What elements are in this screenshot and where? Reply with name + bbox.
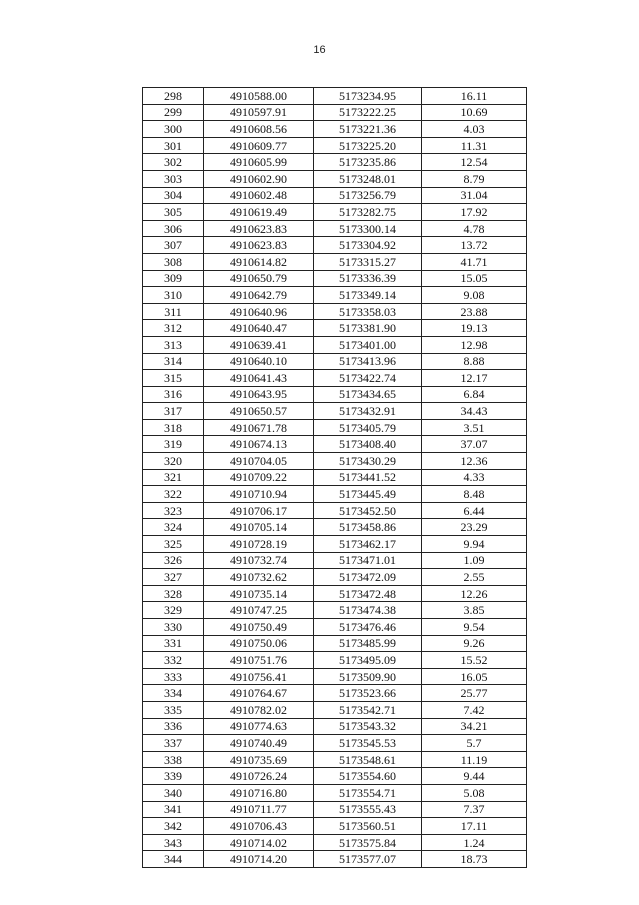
point-number-cell: 333 [143,668,204,685]
y-coordinate-cell: 5173336.39 [314,270,422,287]
point-number-cell: 302 [143,154,204,171]
x-coordinate-cell: 4910728.19 [204,536,314,553]
distance-cell: 3.51 [422,419,527,436]
x-coordinate-cell: 4910750.06 [204,635,314,652]
y-coordinate-cell: 5173542.71 [314,701,422,718]
point-number-cell: 306 [143,220,204,237]
y-coordinate-cell: 5173401.00 [314,336,422,353]
y-coordinate-cell: 5173434.65 [314,386,422,403]
distance-cell: 9.54 [422,619,527,636]
point-number-cell: 307 [143,237,204,254]
x-coordinate-cell: 4910608.56 [204,121,314,138]
table-row [143,718,527,735]
y-coordinate-cell: 5173509.90 [314,668,422,685]
y-coordinate-cell: 5173315.27 [314,253,422,270]
table-row [143,353,527,370]
distance-cell: 17.11 [422,818,527,835]
distance-cell: 31.04 [422,187,527,204]
point-number-cell: 334 [143,685,204,702]
distance-cell: 12.36 [422,453,527,470]
y-coordinate-cell: 5173413.96 [314,353,422,370]
table-row [143,818,527,835]
distance-cell: 9.08 [422,287,527,304]
x-coordinate-cell: 4910650.57 [204,403,314,420]
point-number-cell: 328 [143,585,204,602]
distance-cell: 15.52 [422,652,527,669]
table-row [143,253,527,270]
table-row [143,320,527,337]
x-coordinate-cell: 4910756.41 [204,668,314,685]
y-coordinate-cell: 5173554.71 [314,784,422,801]
x-coordinate-cell: 4910650.79 [204,270,314,287]
table-row [143,469,527,486]
x-coordinate-cell: 4910732.62 [204,569,314,586]
y-coordinate-cell: 5173476.46 [314,619,422,636]
y-coordinate-cell: 5173472.48 [314,585,422,602]
point-number-cell: 342 [143,818,204,835]
distance-cell: 12.54 [422,154,527,171]
x-coordinate-cell: 4910641.43 [204,370,314,387]
x-coordinate-cell: 4910706.43 [204,818,314,835]
coordinates-table-body [143,88,527,868]
point-number-cell: 313 [143,336,204,353]
y-coordinate-cell: 5173462.17 [314,536,422,553]
point-number-cell: 325 [143,536,204,553]
point-number-cell: 331 [143,635,204,652]
distance-cell: 6.44 [422,502,527,519]
y-coordinate-cell: 5173222.25 [314,104,422,121]
x-coordinate-cell: 4910735.14 [204,585,314,602]
y-coordinate-cell: 5173554.60 [314,768,422,785]
table-row [143,602,527,619]
distance-cell: 23.88 [422,303,527,320]
point-number-cell: 326 [143,552,204,569]
table-row [143,701,527,718]
distance-cell: 8.88 [422,353,527,370]
x-coordinate-cell: 4910605.99 [204,154,314,171]
table-row [143,204,527,221]
distance-cell: 8.79 [422,170,527,187]
y-coordinate-cell: 5173225.20 [314,137,422,154]
y-coordinate-cell: 5173430.29 [314,453,422,470]
distance-cell: 23.29 [422,519,527,536]
x-coordinate-cell: 4910642.79 [204,287,314,304]
table-row [143,851,527,868]
table-row [143,552,527,569]
y-coordinate-cell: 5173441.52 [314,469,422,486]
point-number-cell: 332 [143,652,204,669]
x-coordinate-cell: 4910750.49 [204,619,314,636]
x-coordinate-cell: 4910614.82 [204,253,314,270]
y-coordinate-cell: 5173577.07 [314,851,422,868]
point-number-cell: 323 [143,502,204,519]
distance-cell: 37.07 [422,436,527,453]
point-number-cell: 299 [143,104,204,121]
table-row [143,88,527,105]
distance-cell: 4.33 [422,469,527,486]
point-number-cell: 344 [143,851,204,868]
x-coordinate-cell: 4910619.49 [204,204,314,221]
y-coordinate-cell: 5173304.92 [314,237,422,254]
distance-cell: 12.17 [422,370,527,387]
table-row [143,287,527,304]
table-row [143,154,527,171]
y-coordinate-cell: 5173485.99 [314,635,422,652]
table-row [143,403,527,420]
table-row [143,436,527,453]
table-row [143,768,527,785]
x-coordinate-cell: 4910597.91 [204,104,314,121]
distance-cell: 12.26 [422,585,527,602]
distance-cell: 15.05 [422,270,527,287]
x-coordinate-cell: 4910643.95 [204,386,314,403]
point-number-cell: 309 [143,270,204,287]
distance-cell: 3.85 [422,602,527,619]
distance-cell: 4.78 [422,220,527,237]
x-coordinate-cell: 4910704.05 [204,453,314,470]
distance-cell: 9.94 [422,536,527,553]
x-coordinate-cell: 4910764.67 [204,685,314,702]
table-row [143,453,527,470]
point-number-cell: 315 [143,370,204,387]
y-coordinate-cell: 5173543.32 [314,718,422,735]
point-number-cell: 339 [143,768,204,785]
y-coordinate-cell: 5173445.49 [314,486,422,503]
table-row [143,652,527,669]
x-coordinate-cell: 4910751.76 [204,652,314,669]
point-number-cell: 314 [143,353,204,370]
y-coordinate-cell: 5173300.14 [314,220,422,237]
y-coordinate-cell: 5173221.36 [314,121,422,138]
y-coordinate-cell: 5173422.74 [314,370,422,387]
point-number-cell: 308 [143,253,204,270]
x-coordinate-cell: 4910639.41 [204,336,314,353]
point-number-cell: 340 [143,784,204,801]
point-number-cell: 316 [143,386,204,403]
x-coordinate-cell: 4910588.00 [204,88,314,105]
y-coordinate-cell: 5173256.79 [314,187,422,204]
x-coordinate-cell: 4910706.17 [204,502,314,519]
table-row [143,220,527,237]
point-number-cell: 305 [143,204,204,221]
table-row [143,104,527,121]
x-coordinate-cell: 4910710.94 [204,486,314,503]
y-coordinate-cell: 5173381.90 [314,320,422,337]
point-number-cell: 301 [143,137,204,154]
x-coordinate-cell: 4910774.63 [204,718,314,735]
table-row [143,834,527,851]
y-coordinate-cell: 5173408.40 [314,436,422,453]
point-number-cell: 335 [143,701,204,718]
table-row [143,336,527,353]
distance-cell: 16.11 [422,88,527,105]
y-coordinate-cell: 5173405.79 [314,419,422,436]
table-row [143,801,527,818]
table-row [143,585,527,602]
x-coordinate-cell: 4910602.48 [204,187,314,204]
y-coordinate-cell: 5173472.09 [314,569,422,586]
table-row [143,735,527,752]
distance-cell: 4.03 [422,121,527,138]
table-row [143,137,527,154]
x-coordinate-cell: 4910732.74 [204,552,314,569]
distance-cell: 5.08 [422,784,527,801]
x-coordinate-cell: 4910711.77 [204,801,314,818]
x-coordinate-cell: 4910674.13 [204,436,314,453]
y-coordinate-cell: 5173545.53 [314,735,422,752]
table-row [143,536,527,553]
table-row [143,619,527,636]
x-coordinate-cell: 4910782.02 [204,701,314,718]
point-number-cell: 320 [143,453,204,470]
table-row [143,569,527,586]
table-row [143,370,527,387]
x-coordinate-cell: 4910740.49 [204,735,314,752]
x-coordinate-cell: 4910714.02 [204,834,314,851]
table-row [143,170,527,187]
point-number-cell: 311 [143,303,204,320]
point-number-cell: 338 [143,751,204,768]
x-coordinate-cell: 4910709.22 [204,469,314,486]
point-number-cell: 298 [143,88,204,105]
y-coordinate-cell: 5173523.66 [314,685,422,702]
x-coordinate-cell: 4910623.83 [204,237,314,254]
point-number-cell: 329 [143,602,204,619]
distance-cell: 10.69 [422,104,527,121]
distance-cell: 16.05 [422,668,527,685]
table-row [143,751,527,768]
distance-cell: 9.26 [422,635,527,652]
point-number-cell: 322 [143,486,204,503]
x-coordinate-cell: 4910609.77 [204,137,314,154]
table-row [143,303,527,320]
x-coordinate-cell: 4910602.90 [204,170,314,187]
point-number-cell: 324 [143,519,204,536]
distance-cell: 1.09 [422,552,527,569]
point-number-cell: 341 [143,801,204,818]
table-row [143,386,527,403]
point-number-cell: 336 [143,718,204,735]
distance-cell: 12.98 [422,336,527,353]
y-coordinate-cell: 5173471.01 [314,552,422,569]
table-row [143,187,527,204]
point-number-cell: 321 [143,469,204,486]
table-row [143,519,527,536]
y-coordinate-cell: 5173495.09 [314,652,422,669]
coordinates-table [142,87,527,868]
point-number-cell: 319 [143,436,204,453]
x-coordinate-cell: 4910623.83 [204,220,314,237]
distance-cell: 34.43 [422,403,527,420]
x-coordinate-cell: 4910640.47 [204,320,314,337]
y-coordinate-cell: 5173575.84 [314,834,422,851]
table-row [143,270,527,287]
y-coordinate-cell: 5173432.91 [314,403,422,420]
table-row [143,237,527,254]
distance-cell: 13.72 [422,237,527,254]
y-coordinate-cell: 5173235.86 [314,154,422,171]
point-number-cell: 330 [143,619,204,636]
y-coordinate-cell: 5173548.61 [314,751,422,768]
y-coordinate-cell: 5173234.95 [314,88,422,105]
table-row [143,635,527,652]
table-row [143,685,527,702]
x-coordinate-cell: 4910671.78 [204,419,314,436]
point-number-cell: 310 [143,287,204,304]
page-number: 16 [313,44,326,56]
x-coordinate-cell: 4910705.14 [204,519,314,536]
distance-cell: 7.37 [422,801,527,818]
x-coordinate-cell: 4910640.10 [204,353,314,370]
distance-cell: 2.55 [422,569,527,586]
x-coordinate-cell: 4910714.20 [204,851,314,868]
distance-cell: 9.44 [422,768,527,785]
point-number-cell: 318 [143,419,204,436]
table-row [143,784,527,801]
distance-cell: 11.19 [422,751,527,768]
distance-cell: 7.42 [422,701,527,718]
x-coordinate-cell: 4910735.69 [204,751,314,768]
table-row [143,502,527,519]
table-row [143,668,527,685]
distance-cell: 5.7 [422,735,527,752]
y-coordinate-cell: 5173458.86 [314,519,422,536]
point-number-cell: 300 [143,121,204,138]
y-coordinate-cell: 5173474.38 [314,602,422,619]
y-coordinate-cell: 5173248.01 [314,170,422,187]
y-coordinate-cell: 5173282.75 [314,204,422,221]
point-number-cell: 312 [143,320,204,337]
y-coordinate-cell: 5173555.43 [314,801,422,818]
y-coordinate-cell: 5173358.03 [314,303,422,320]
distance-cell: 41.71 [422,253,527,270]
x-coordinate-cell: 4910747.25 [204,602,314,619]
distance-cell: 19.13 [422,320,527,337]
distance-cell: 34.21 [422,718,527,735]
point-number-cell: 317 [143,403,204,420]
x-coordinate-cell: 4910640.96 [204,303,314,320]
point-number-cell: 337 [143,735,204,752]
distance-cell: 25.77 [422,685,527,702]
x-coordinate-cell: 4910716.80 [204,784,314,801]
table-row [143,419,527,436]
table-row [143,121,527,138]
distance-cell: 6.84 [422,386,527,403]
point-number-cell: 327 [143,569,204,586]
distance-cell: 17.92 [422,204,527,221]
x-coordinate-cell: 4910726.24 [204,768,314,785]
distance-cell: 1.24 [422,834,527,851]
distance-cell: 8.48 [422,486,527,503]
table-row [143,486,527,503]
distance-cell: 18.73 [422,851,527,868]
y-coordinate-cell: 5173452.50 [314,502,422,519]
y-coordinate-cell: 5173560.51 [314,818,422,835]
distance-cell: 11.31 [422,137,527,154]
y-coordinate-cell: 5173349.14 [314,287,422,304]
point-number-cell: 303 [143,170,204,187]
point-number-cell: 343 [143,834,204,851]
point-number-cell: 304 [143,187,204,204]
